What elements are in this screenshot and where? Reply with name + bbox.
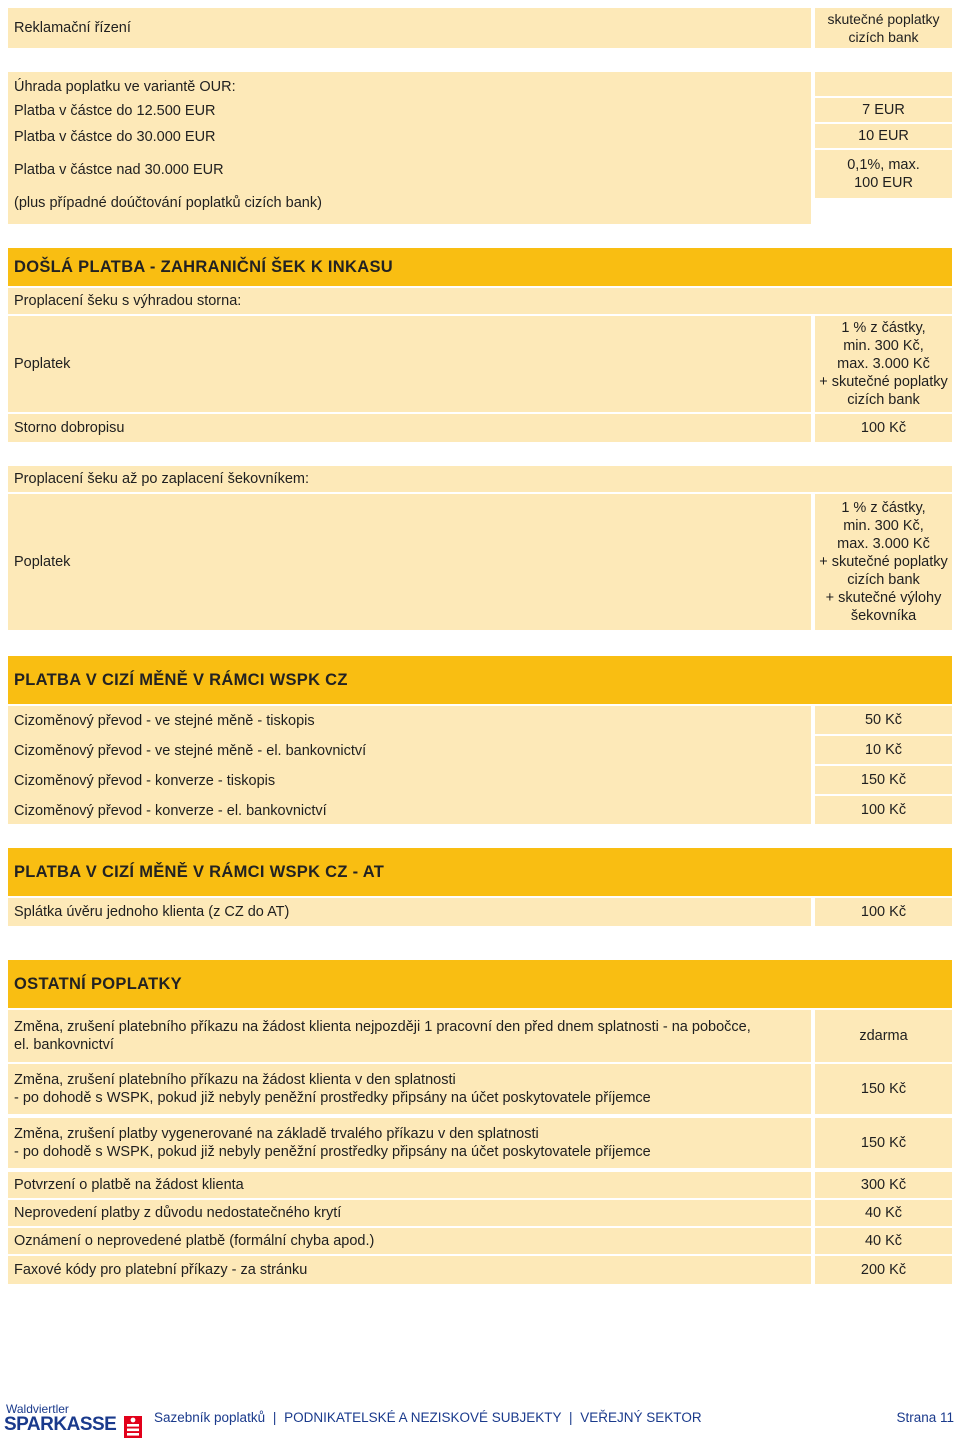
ostatni-row-label xyxy=(8,1118,811,1168)
reklamace-value-text: skutečné poplatky cizích bank xyxy=(827,11,940,45)
sek-poplatek2-line: max. 3.000 Kč xyxy=(837,536,930,552)
ostatni-row-line: el. bankovnictví xyxy=(14,1037,114,1053)
sek-section2-title-text: Proplacení šeku až po zaplacení šekovníkem: xyxy=(14,471,309,487)
ostatni-row-line: Potvrzení o platbě na žádost klienta xyxy=(14,1177,244,1193)
sek-storno-value-text: 100 Kč xyxy=(860,420,907,436)
wspk-cz-value xyxy=(815,736,952,764)
ostatni-header-text: OSTATNÍ POPLATKY xyxy=(14,974,182,993)
sek-poplatek2-line: cizích bank xyxy=(847,572,920,588)
ostatni-row-value xyxy=(815,1118,952,1168)
our-title: Úhrada poplatku ve variantě OUR: xyxy=(14,79,236,95)
sek-poplatek1-label xyxy=(8,316,811,412)
sek-poplatek1-line: cizích bank xyxy=(847,392,920,408)
ostatni-row-label xyxy=(8,1064,811,1114)
footer xyxy=(0,1396,960,1436)
sek-poplatek2-line: 1 % z částky, xyxy=(841,500,926,516)
sek-poplatek2-label-text: Poplatek xyxy=(14,554,71,570)
wspk-cz-row-label: Cizoměnový převod - konverze - tiskopis xyxy=(14,773,276,789)
wspk-cz-labels xyxy=(8,706,811,824)
sek-poplatek2-line: šekovníka xyxy=(850,608,917,624)
ostatni-row-line: Oznámení o neprovedené platbě (formální chyba apod.) xyxy=(14,1233,375,1249)
wspk-cz-value-text: 100 Kč xyxy=(860,802,907,818)
sparkasse-logo xyxy=(4,1404,144,1436)
sek-poplatek1-line: + skutečné poplatky xyxy=(819,374,948,390)
wspk-cz-row-label: Cizoměnový převod - ve stejné měně - el. bankovnictví xyxy=(14,743,367,759)
ostatni-row-label xyxy=(8,1228,811,1254)
reklamace-label xyxy=(8,8,811,48)
reklamace-value xyxy=(815,8,952,48)
ostatni-row-value xyxy=(815,1228,952,1254)
ostatni-row-line: Neprovedení platby z důvodu nedostatečného krytí xyxy=(14,1205,342,1221)
our-value-2 xyxy=(815,124,952,148)
our-value-3-line1: 0,1%, max. xyxy=(847,157,920,173)
wspk-cz-value-text: 150 Kč xyxy=(860,772,907,788)
ostatni-row-label xyxy=(8,1010,811,1062)
wspk-cz-value-text: 10 Kč xyxy=(864,742,903,758)
logo-top-text: Waldviertler xyxy=(6,1402,69,1416)
ostatni-row-value-text: 150 Kč xyxy=(860,1135,907,1151)
sek-poplatek2-line: + skutečné poplatky xyxy=(819,554,948,570)
our-row-3-label: Platba v částce nad 30.000 EUR xyxy=(14,162,224,178)
our-value-2-text: 10 EUR xyxy=(858,128,909,144)
sek-poplatek1-label-text: Poplatek xyxy=(14,356,71,372)
footer-part1: Sazebník poplatků xyxy=(154,1410,266,1425)
ostatni-row-value-text: 300 Kč xyxy=(860,1177,907,1193)
ostatni-row-line: Faxové kódy pro platební příkazy - za stránku xyxy=(14,1262,308,1278)
sek-section2-title xyxy=(8,466,952,492)
ostatni-row-value-text: 200 Kč xyxy=(860,1262,907,1278)
logo-main-text: SPARKASSE xyxy=(4,1414,117,1435)
footer-title xyxy=(154,1410,702,1425)
wspk-at-header-text: PLATBA V CIZÍ MĚNĚ V RÁMCI WSPK CZ - AT xyxy=(14,862,385,881)
our-row-2-label: Platba v částce do 30.000 EUR xyxy=(14,129,216,145)
sparkasse-s-icon xyxy=(124,1416,142,1438)
our-value-empty xyxy=(815,72,952,96)
ostatni-row-value-text: 40 Kč xyxy=(864,1233,903,1249)
ostatni-row-value xyxy=(815,1064,952,1114)
wspk-cz-value xyxy=(815,766,952,794)
our-value-blank xyxy=(815,200,952,224)
ostatni-row-value-text: 40 Kč xyxy=(864,1205,903,1221)
sek-header xyxy=(8,248,952,286)
wspk-cz-value-text: 50 Kč xyxy=(864,712,903,728)
our-note: (plus případné doúčtování poplatků cizích bank) xyxy=(14,195,322,211)
ostatni-row-label xyxy=(8,1256,811,1284)
footer-separator: | xyxy=(569,1410,573,1425)
ostatni-row-line: Změna, zrušení platebního příkazu na žádost klienta v den splatnosti xyxy=(14,1072,456,1088)
sek-header-text: DOŠLÁ PLATBA - ZAHRANIČNÍ ŠEK K INKASU xyxy=(14,257,393,276)
ostatni-row-value-text: 150 Kč xyxy=(860,1081,907,1097)
ostatni-row-value xyxy=(815,1200,952,1226)
sek-storno-value xyxy=(815,414,952,442)
wspk-cz-row-label: Cizoměnový převod - konverze - el. bankovnictví xyxy=(14,803,327,819)
wspk-at-header xyxy=(8,848,952,896)
our-row-1-label: Platba v částce do 12.500 EUR xyxy=(14,103,216,119)
sek-poplatek1-line: min. 300 Kč, xyxy=(843,338,924,354)
sek-poplatek1-value xyxy=(815,316,952,412)
sek-poplatek2-line: + skutečné výlohy xyxy=(825,590,942,606)
sek-section1-title xyxy=(8,288,952,314)
wspk-cz-header xyxy=(8,656,952,704)
our-value-1-text: 7 EUR xyxy=(862,102,905,118)
wspk-at-row-label-text: Splátka úvěru jednoho klienta (z CZ do AT) xyxy=(14,904,290,920)
wspk-at-row-label xyxy=(8,898,811,926)
our-value-1 xyxy=(815,98,952,122)
sek-storno-label-text: Storno dobropisu xyxy=(14,420,125,436)
ostatni-row-value xyxy=(815,1172,952,1198)
ostatni-row-line: - po dohodě s WSPK, pokud již nebyly peněžní prostředky připsány na účet poskytovatele příjemce xyxy=(14,1144,651,1160)
sek-poplatek2-line: min. 300 Kč, xyxy=(843,518,924,534)
sek-poplatek2-label xyxy=(8,494,811,630)
wspk-at-row-value-text: 100 Kč xyxy=(860,904,907,920)
wspk-cz-value xyxy=(815,796,952,824)
ostatni-row-line: - po dohodě s WSPK, pokud již nebyly peněžní prostředky připsány na účet poskytovatele příjemce xyxy=(14,1090,651,1106)
our-value-3-line2: 100 EUR xyxy=(854,175,913,191)
ostatni-row-line: Změna, zrušení platby vygenerované na základě trvalého příkazu v den splatnosti xyxy=(14,1126,539,1142)
ostatni-row-value xyxy=(815,1256,952,1284)
page-number: Strana 11 xyxy=(896,1410,954,1425)
our-block xyxy=(8,72,811,224)
wspk-cz-header-text: PLATBA V CIZÍ MĚNĚ V RÁMCI WSPK CZ xyxy=(14,670,348,689)
sek-storno-label xyxy=(8,414,811,442)
footer-part2: PODNIKATELSKÉ A NEZISKOVÉ SUBJEKTY xyxy=(284,1410,562,1425)
sek-section1-title-text: Proplacení šeku s výhradou storna: xyxy=(14,293,242,309)
sek-poplatek1-line: max. 3.000 Kč xyxy=(837,356,930,372)
wspk-at-row-value xyxy=(815,898,952,926)
wspk-cz-value xyxy=(815,706,952,734)
footer-separator: | xyxy=(272,1410,277,1425)
ostatni-header xyxy=(8,960,952,1008)
ostatni-row-value xyxy=(815,1010,952,1062)
wspk-cz-row-label: Cizoměnový převod - ve stejné měně - tiskopis xyxy=(14,713,315,729)
sek-poplatek1-line: 1 % z částky, xyxy=(841,320,926,336)
ostatni-row-value-text: zdarma xyxy=(859,1028,908,1044)
ostatni-row-label xyxy=(8,1200,811,1226)
sek-poplatek2-value xyxy=(815,494,952,630)
ostatni-row-label xyxy=(8,1172,811,1198)
footer-part3: VEŘEJNÝ SEKTOR xyxy=(580,1410,702,1425)
ostatni-row-line: Změna, zrušení platebního příkazu na žádost klienta nejpozději 1 pracovní den před dnem splatnosti - na pobočce, xyxy=(14,1019,751,1035)
our-value-3 xyxy=(815,150,952,198)
reklamace-label-text: Reklamační řízení xyxy=(14,20,131,36)
